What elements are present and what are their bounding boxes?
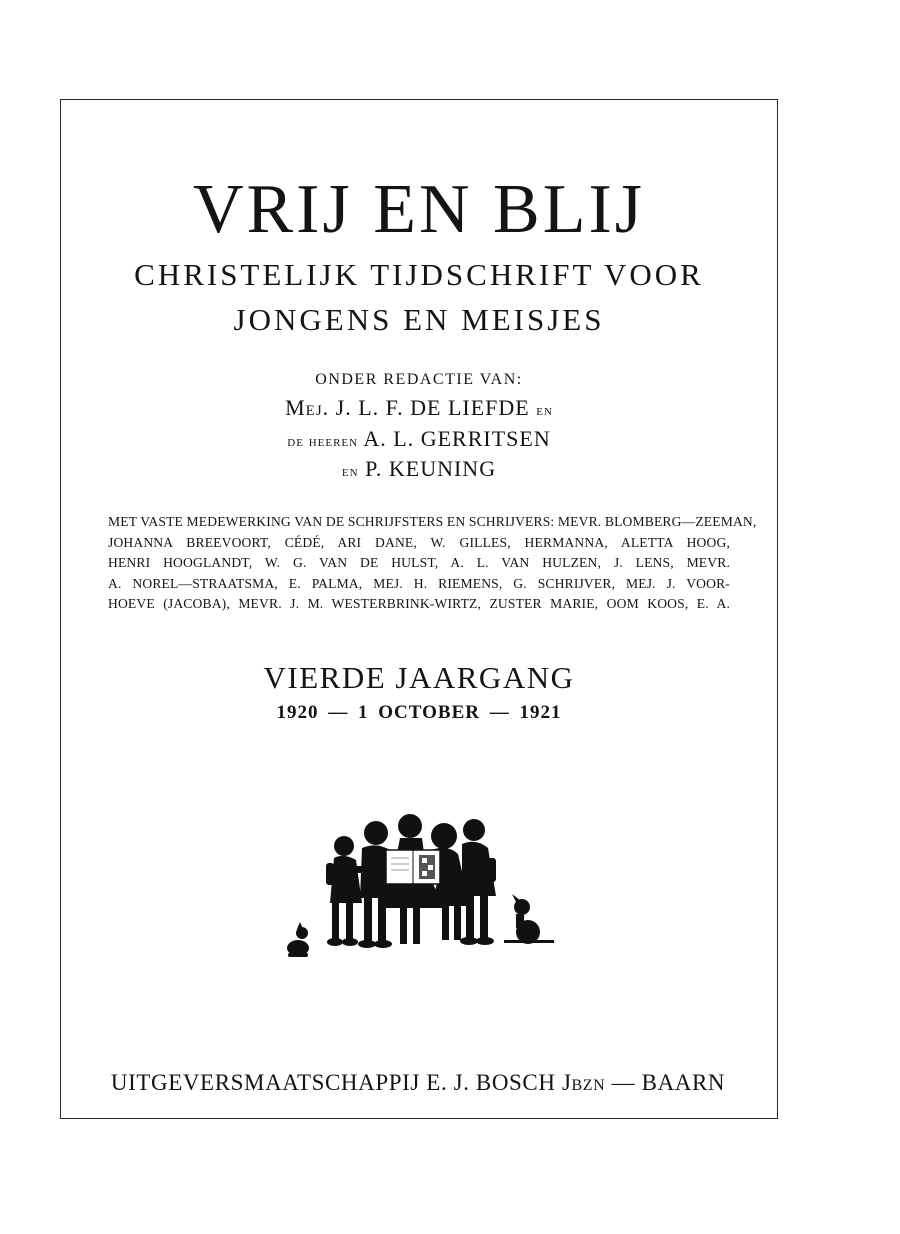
- publisher-suffix: Jbzn: [561, 1070, 606, 1095]
- editor-line-1: [60, 393, 778, 426]
- editor-1-prefix: Mej.: [285, 395, 330, 420]
- collaborators-line: HOEVE (JACOBA), MEVR. J. M. WESTERBRINK-WIRTZ, ZUSTER MARIE, OOM KOOS, E. A.: [108, 596, 730, 611]
- child-5-silhouette: [460, 819, 496, 945]
- editor-line-3: [60, 454, 778, 487]
- editor-line-2: [60, 424, 778, 457]
- publisher-place: — BAARN: [611, 1070, 726, 1095]
- volume-label: VIERDE JAARGANG: [263, 660, 575, 695]
- publisher-name: UITGEVERSMAATSCHAPPIJ E. J. BOSCH: [110, 1070, 556, 1095]
- small-dog-right-silhouette: [504, 894, 554, 944]
- editor-1-name: J. L. F. DE LIEFDE: [335, 395, 530, 420]
- magazine-title: VRIJ EN BLIJ: [192, 171, 646, 248]
- editor-3-name: P. KEUNING: [365, 456, 497, 481]
- editor-2-name: A. L. GERRITSEN: [363, 426, 551, 451]
- children-reading-silhouette: [282, 808, 564, 968]
- editor-3-prefix: en: [341, 464, 359, 480]
- volume-dates: 1920 — 1 OCTOBER — 1921: [276, 702, 562, 723]
- open-book-icon: [386, 850, 440, 884]
- collaborators-line: A. NOREL—STRAATSMA, E. PALMA, MEJ. H. RIEMENS, G. SCHRIJVER, MEJ. J. VOOR-: [108, 575, 730, 591]
- small-dog-left-silhouette: [287, 922, 309, 957]
- collaborators-line: MET VASTE MEDEWERKING VAN DE SCHRIJFSTERS EN SCHRIJVERS: MEVR. BLOMBERG—ZEEMAN,: [108, 514, 757, 529]
- subtitle-line-1: CHRISTELIJK TIJDSCHRIFT VOOR: [134, 257, 704, 292]
- collaborators-line: HENRI HOOGLANDT, W. G. VAN DE HULST, A. L. VAN HULZEN, J. LENS, MEVR.: [108, 555, 730, 570]
- editors-intro: ONDER REDACTIE VAN:: [315, 371, 523, 388]
- subtitle-line-2: JONGENS EN MEISJES: [233, 302, 605, 337]
- publisher-line: [108, 1068, 728, 1098]
- editor-1-suffix: en: [536, 403, 553, 419]
- editor-2-prefix: de heeren: [287, 434, 359, 450]
- collaborators-block: [108, 512, 757, 615]
- collaborators-line: JOHANNA BREEVOORT, CÉDÉ, ARI DANE, W. GILLES, HERMANNA, ALETTA HOOG,: [108, 534, 730, 550]
